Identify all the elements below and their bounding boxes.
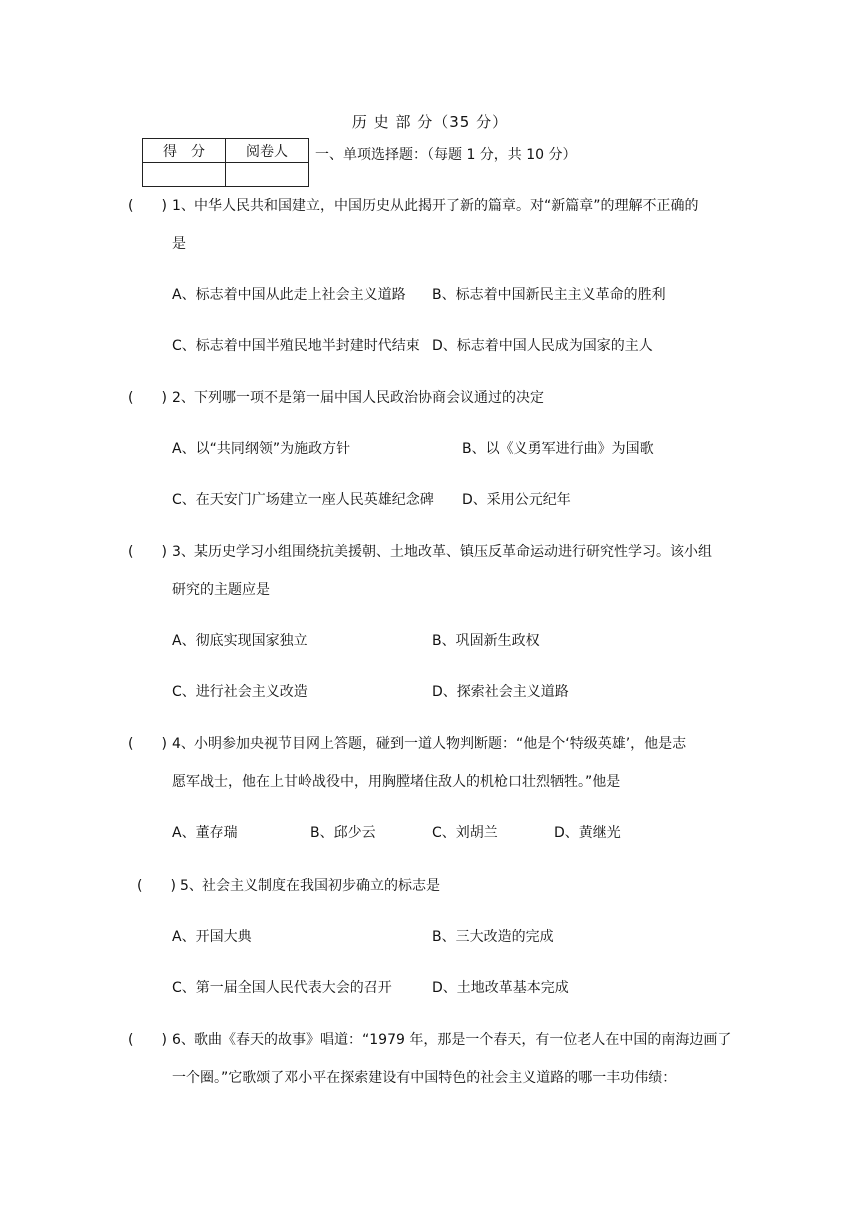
score-label: 得 分 <box>143 139 226 163</box>
option-c[interactable]: C、刘胡兰 <box>432 825 498 841</box>
question-text: 中华人民共和国建立，中国历史从此揭开了新的篇章。对“新篇章”的理解不正确的 <box>194 198 699 214</box>
option-a[interactable]: A、以“共同纲领”为施政方针 <box>172 441 351 457</box>
question-text: 小明参加央视节目网上答题，碰到一道人物判断题：“他是个‘特级英雄’，他是志 <box>194 736 687 752</box>
question-text: 研究的主题应是 <box>172 582 270 598</box>
question-text: 一个圈。”它歌颂了邓小平在探索建设有中国特色的社会主义道路的哪一丰功伟绩： <box>172 1070 677 1086</box>
option-a[interactable]: A、董存瑞 <box>172 825 238 841</box>
option-b[interactable]: B、以《义勇军进行曲》为国歌 <box>462 441 654 457</box>
option-b[interactable]: B、巩固新生政权 <box>432 633 540 649</box>
question-text: 下列哪一项不是第一届中国人民政治协商会议通过的决定 <box>194 390 544 406</box>
question-number: 6、 <box>172 1032 195 1048</box>
grader-label: 阅卷人 <box>226 139 309 163</box>
option-d[interactable]: D、探索社会主义道路 <box>432 684 569 700</box>
answer-blank[interactable]: ( ) <box>128 1032 167 1048</box>
option-b[interactable]: B、三大改造的完成 <box>432 929 554 945</box>
option-a[interactable]: A、彻底实现国家独立 <box>172 633 308 649</box>
option-d[interactable]: D、采用公元纪年 <box>462 492 571 508</box>
option-c[interactable]: C、在天安门广场建立一座人民英雄纪念碑 <box>172 492 434 508</box>
question-number: 5、 <box>180 878 203 894</box>
answer-blank[interactable]: ( ) <box>128 390 167 406</box>
question-number: 1、 <box>172 198 195 214</box>
question-text: 某历史学习小组围绕抗美援朝、土地改革、镇压反革命运动进行研究性学习。该小组 <box>194 544 712 560</box>
answer-blank[interactable]: ( ) <box>128 544 167 560</box>
option-b[interactable]: B、邱少云 <box>310 825 376 841</box>
section-title: 历 史 部 分（35 分） <box>351 113 509 131</box>
answer-blank[interactable]: ( ) <box>137 878 176 894</box>
grader-cell[interactable] <box>226 163 309 187</box>
option-c[interactable]: C、进行社会主义改造 <box>172 684 308 700</box>
score-cell[interactable] <box>143 163 226 187</box>
answer-blank[interactable]: ( ) <box>128 198 167 214</box>
option-c[interactable]: C、第一届全国人民代表大会的召开 <box>172 980 392 996</box>
option-a[interactable]: A、标志着中国从此走上社会主义道路 <box>172 287 406 303</box>
option-d[interactable]: D、标志着中国人民成为国家的主人 <box>432 338 653 354</box>
question-number: 2、 <box>172 390 195 406</box>
question-text: 社会主义制度在我国初步确立的标志是 <box>202 878 440 894</box>
question-text: 是 <box>172 236 186 252</box>
score-table <box>142 138 309 187</box>
option-b[interactable]: B、标志着中国新民主主义革命的胜利 <box>432 287 666 303</box>
question-text: 愿军战士，他在上甘岭战役中，用胸膛堵住敌人的机枪口壮烈牺牲。”他是 <box>172 774 621 790</box>
question-number: 3、 <box>172 544 195 560</box>
option-a[interactable]: A、开国大典 <box>172 929 252 945</box>
section-heading: 一、单项选择题：（每题 1 分，共 10 分） <box>315 147 577 163</box>
option-c[interactable]: C、标志着中国半殖民地半封建时代结束 <box>172 338 420 354</box>
option-d[interactable]: D、土地改革基本完成 <box>432 980 569 996</box>
question-text: 歌曲《春天的故事》唱道：“1979 年，那是一个春天，有一位老人在中国的南海边画了 <box>194 1032 732 1048</box>
option-d[interactable]: D、黄继光 <box>554 825 621 841</box>
answer-blank[interactable]: ( ) <box>128 736 167 752</box>
question-number: 4、 <box>172 736 195 752</box>
